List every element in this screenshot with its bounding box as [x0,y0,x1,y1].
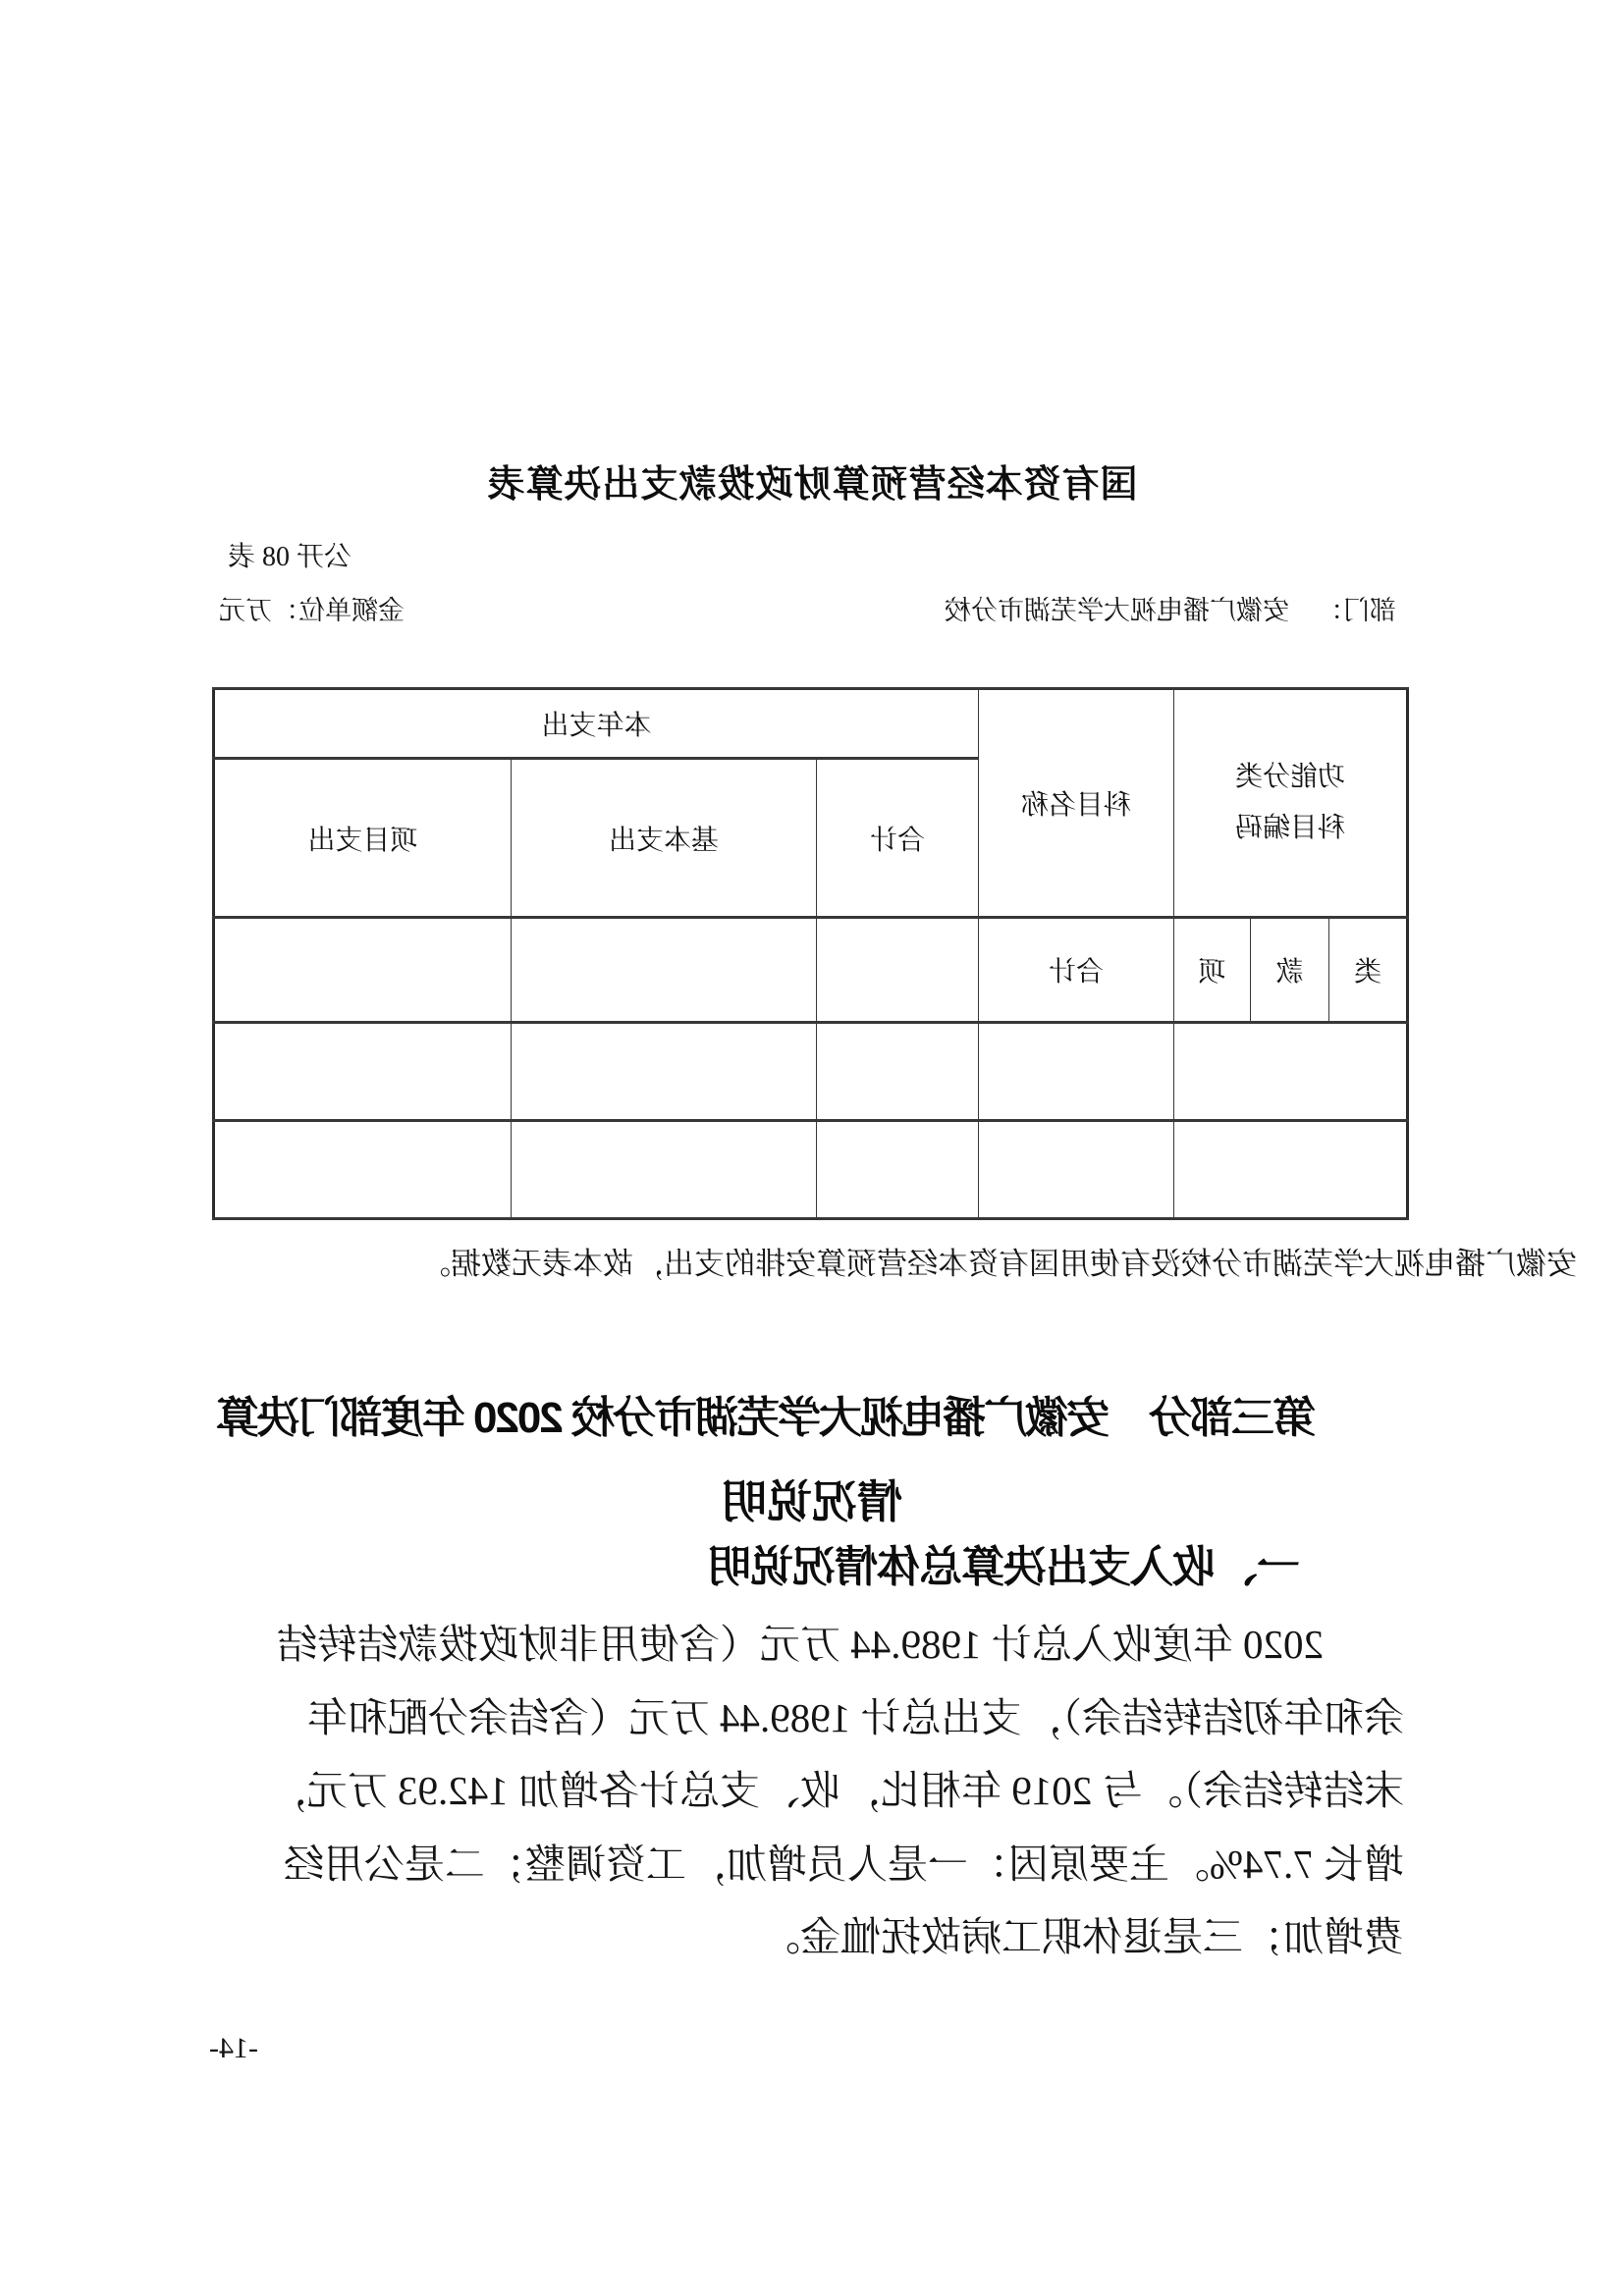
th-section: 款 [1251,918,1329,1023]
empty-cell [213,1121,511,1219]
th-subject-total-row: 合计 [978,918,1173,1023]
budget-table [212,687,1409,1220]
empty-cell [816,1121,978,1219]
body-paragraph [187,1608,1404,1974]
th-function-code-line2: 科目编码 [1234,813,1345,843]
th-function-code [1173,689,1407,918]
form-number-label: 公开 08 表 [228,542,352,572]
th-current-year-expenditure: 本年支出 [213,689,978,759]
th-total: 合计 [816,759,978,918]
th-item: 项 [1173,918,1250,1023]
table-row-empty [213,1023,1407,1121]
th-class: 类 [1329,918,1408,1023]
section-heading-line2: 情况说明 [722,1476,902,1527]
th-basic-expenditure: 基本支出 [511,759,816,918]
th-subject-name: 科目名称 [978,689,1173,918]
page-number: -14- [209,2032,258,2064]
subsection-heading: 一、收入支出决算总体情况说明 [709,1543,1300,1591]
document-title: 国有资本经营预算财政拨款支出决算表 [486,464,1138,506]
body-line: 增长 7.74%。主要原因：一是人员增加，工资调整；二是公用经 [283,1841,1404,1887]
body-line: 末结转结余）。与 2019 年相比，收、支总计各增加 142.93 万元， [266,1768,1404,1813]
unit-label: 金额单位：万元 [219,596,405,625]
empty-cell [511,1121,816,1219]
department-line [945,589,1396,627]
empty-cell [1173,1023,1407,1121]
th-project-expenditure: 项目支出 [213,759,511,918]
department-name: 安徽广播电视大学芜湖市分校 [945,596,1289,625]
section-heading-line1: 第三部分 安徽广播电视大学芜湖市分校 2020 年度部门决算 [217,1394,1316,1442]
empty-cell [816,918,978,1023]
empty-cell [1173,1121,1407,1219]
department-label: 部门： [1317,596,1396,625]
body-line: 余和年初结转结余），支出总计 1989.44 万元（含结余分配和年 [306,1694,1404,1740]
empty-cell [816,1023,978,1121]
empty-cell [511,918,816,1023]
empty-cell [213,918,511,1023]
th-function-code-line1: 功能分类 [1234,762,1345,792]
table-row-empty [213,1121,1407,1219]
empty-cell [213,1023,511,1121]
body-line: 2020 年度收入总计 1989.44 万元（含使用非财政拨款结转结 [277,1622,1324,1667]
body-line: 费增加；三是退休职工病故抚恤金。 [760,1914,1404,1959]
empty-cell [511,1023,816,1121]
empty-cell [978,1121,1173,1219]
table-note: 安徽广播电视大学芜湖市分校没有使用国有资本经营预算安排的支出，故本表无数据。 [420,1247,1577,1281]
empty-cell [978,1023,1173,1121]
